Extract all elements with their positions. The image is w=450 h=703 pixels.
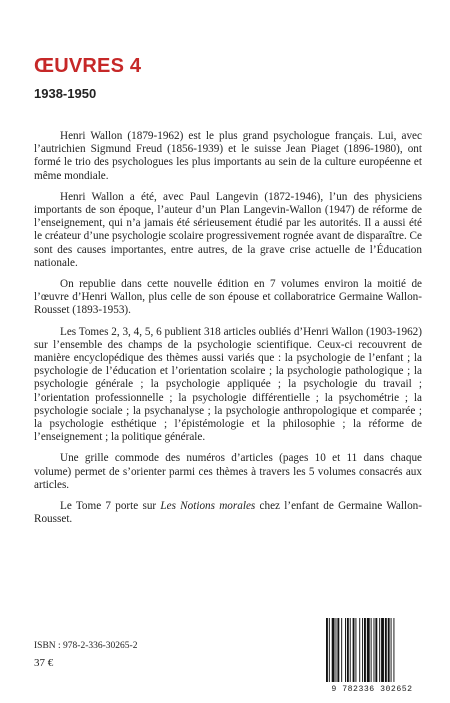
barcode-icon bbox=[322, 618, 422, 682]
paragraph: Henri Wallon (1879-1962) est le plus grand psychologue français. Lui, avec l’autrichien Sigmund Freud (1856-1939) et le suisse Jean Piaget (1896-1980), ont formé le trio des psychologues les plus importants au sein de la culture européenne et même mondiale. bbox=[34, 130, 422, 182]
isbn: ISBN : 978-2-336-30265-2 bbox=[34, 641, 138, 651]
book-title-italic: Les Notions morales bbox=[160, 500, 256, 513]
paragraph: Les Tomes 2, 3, 4, 5, 6 publient 318 articles oubliés d’Henri Wallon (1903-1962) sur l’ensemble des champs de la psychologie scientifique. Ceux-ci recouvrent de manière encyclopédique des thèmes aussi variés que : la psychologie de l’enfant ; la psychologie de l’éducation et l’orientation scolaire ; la psychologie pathologique ; la psychologie générale ; la psychologie appliquée ; la psychologie du travail ; l’orientation professionnelle ; la psychologie différentielle ; la psychométrie ; la psychologie sociale ; la psychanalyse ; la psychologie anthropologique et comparée ; la psychologie esthétique ; l’épistémologie et la philosophie ; la réforme de l’enseignement ; la politique générale. bbox=[34, 325, 422, 444]
paragraph: On republie dans cette nouvelle édition en 7 volumes environ la moitié de l’œuvre d’Henri Wallon, plus celle de son épouse et collaboratrice Germaine Wallon-Rousset (1893-1953). bbox=[34, 278, 422, 317]
paragraph-last: Le Tome 7 porte sur Les Notions morales chez l’enfant de Germaine Wallon-Rousset. bbox=[34, 500, 422, 526]
paragraph: Une grille commode des numéros d’articles (pages 10 et 11 dans chaque volume) permet de s’orienter parmi ces thèmes à travers les 5 volumes consacrés aux articles. bbox=[34, 452, 422, 491]
paragraph: Henri Wallon a été, avec Paul Langevin (1872-1946), l’un des physiciens importants de son époque, l’auteur d’un Plan Langevin-Wallon (1947) de réforme de l’enseignement, qui n’a jamais été sérieusement étudié par les autorités. Il a aussi été le créateur d’une psychologie scolaire progressivement rognée avant de disparaître. Ce sont des causes importantes, entre autres, de la grave crise actuelle de l’Éducation nationale. bbox=[34, 190, 422, 269]
volume-title: ŒUVRES 4 bbox=[34, 55, 142, 77]
blurb bbox=[34, 130, 422, 534]
price: 37 € bbox=[34, 657, 54, 669]
barcode-digits: 9 782336 302652 bbox=[331, 685, 413, 694]
volume-years: 1938-1950 bbox=[34, 86, 97, 101]
